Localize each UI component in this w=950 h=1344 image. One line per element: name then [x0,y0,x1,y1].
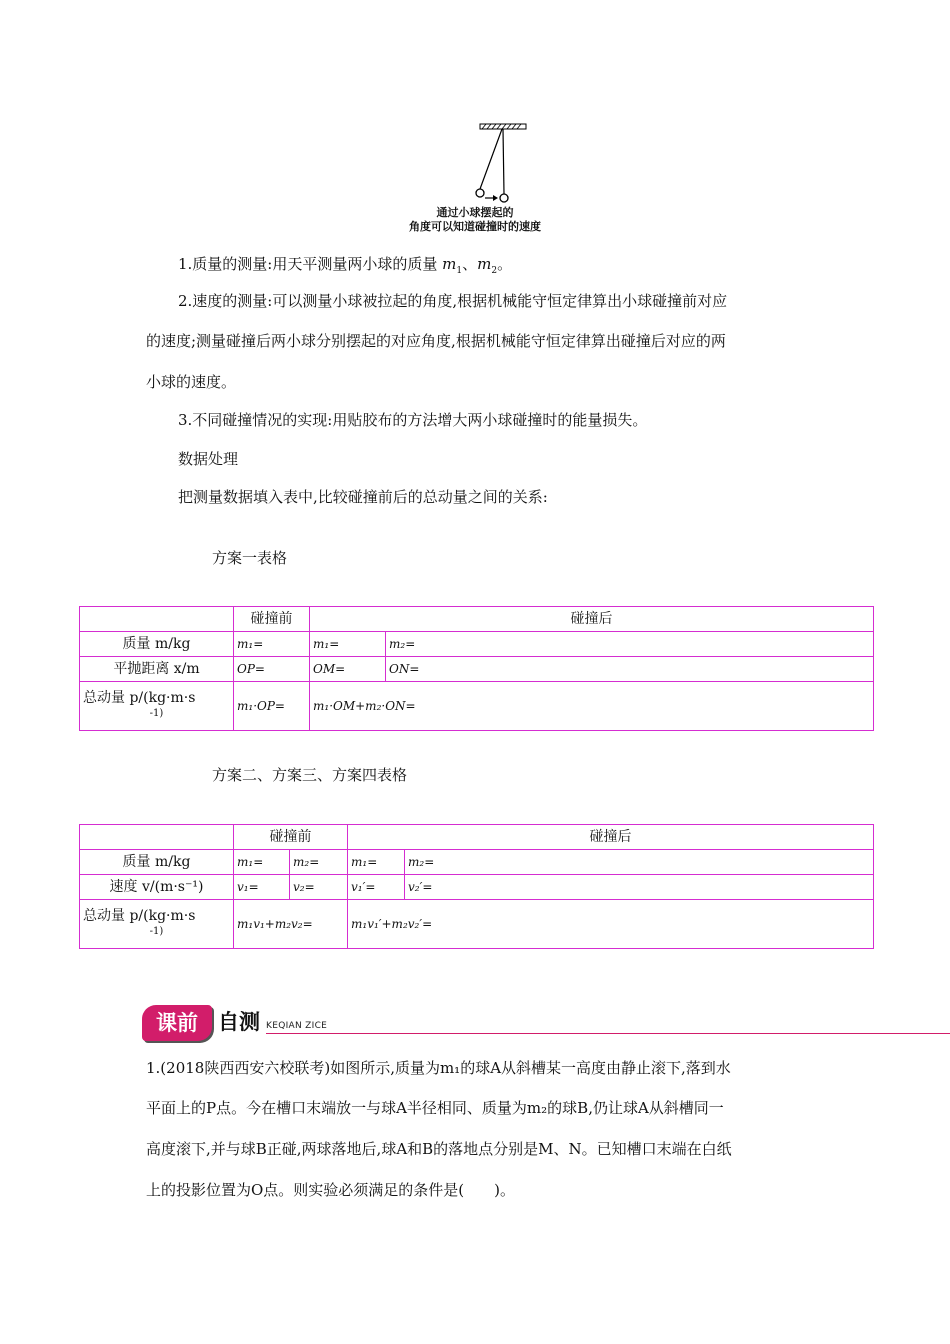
table-row [80,657,874,682]
table-cell [234,900,348,949]
section-banner [142,1005,950,1045]
banner-label-en: KEQIAN ZICE [266,1021,328,1031]
question-line1: 1.(2018陕西西安六校联考)如图所示,质量为m₁的球A从斜槽某一高度由静止滚下,落到水 [146,1059,731,1077]
table-cell [234,875,290,900]
pendulum-diagram [330,118,620,208]
table-row [80,682,874,731]
banner-label-box-text: 课前 [156,1011,198,1035]
table-scheme-2-3-4 [79,824,874,949]
cell-value: v₁′= [351,880,376,894]
cell-value: m₂= [389,637,416,651]
table-label-momentum [80,682,234,731]
table-row [80,825,874,850]
table-cell [310,682,874,731]
paragraph-velocity-line3: 小球的速度。 [146,373,237,391]
cell-value: v₁= [237,880,259,894]
table-cell [234,632,310,657]
p1-text: 1.质量的测量:用天平测量两小球的质量 [178,255,438,273]
table-label-momentum [80,900,234,949]
table-header-after: 碰撞后 [348,825,874,850]
paragraph-collision-cases: 3.不同碰撞情况的实现:用贴胶布的方法增大两小球碰撞时的能量损失。 [178,411,648,429]
label-part: -1) [149,708,164,719]
table-cell [405,850,874,875]
table-cell [234,657,310,682]
p1-m1: m [442,255,457,273]
table-scheme-1 [79,606,874,731]
table-label-distance: 平抛距离 x/m [80,657,234,682]
banner-divider [266,1033,950,1034]
banner-label-text: 自测 [218,1010,260,1034]
paragraph-velocity-line1: 2.速度的测量:可以测量小球被拉起的角度,根据机械能守恒定律算出小球碰撞前对应 [178,292,728,310]
cell-value: OP= [237,662,265,676]
question-line2: 平面上的P点。今在槽口末端放一与球A半径相同、质量为m₂的球B,仍让球A从斜槽同一 [146,1099,724,1117]
cell-value: m₁= [237,855,264,869]
cell-value: v₂′= [408,880,433,894]
table-cell [310,657,386,682]
p1-end: 。 [497,255,513,273]
cell-value: m₁v₁+m₂v₂= [237,917,313,931]
table-row [80,875,874,900]
p1-m2-sub: 2 [491,266,498,276]
figure-caption [330,206,620,234]
table-row [80,900,874,949]
table-label-mass: 质量 m/kg [80,850,234,875]
table-label-velocity: 速度 v/(m·s⁻¹) [80,875,234,900]
table-cell-empty [80,825,234,850]
cell-value: m₁= [351,855,378,869]
table-cell [290,850,348,875]
table-cell [290,875,348,900]
table-row [80,607,874,632]
figure-caption-line1: 通过小球摆起的 [436,206,514,219]
p1-sep: 、 [462,255,478,273]
table-label-mass: 质量 m/kg [80,632,234,657]
cell-value: m₂= [293,855,320,869]
banner-label-box [142,1005,212,1041]
cell-value: ON= [389,662,420,676]
p1-m2: m [477,255,492,273]
table-row [80,850,874,875]
table-cell-empty [80,607,234,632]
table-header-before: 碰撞前 [234,825,348,850]
table-cell [386,632,874,657]
cell-value: m₁·OP= [237,699,285,713]
question-line3: 高度滚下,并与球B正碰,两球落地后,球A和B的落地点分别是M、N。已知槽口末端在白纸 [146,1140,732,1158]
label-part: -1) [149,926,164,937]
cell-value: v₂= [293,880,315,894]
cell-value: m₁= [237,637,264,651]
paragraph-velocity-line2: 的速度;测量碰撞后两小球分别摆起的对应角度,根据机械能守恒定律算出碰撞后对应的两 [146,332,726,350]
table-cell [234,682,310,731]
paragraph-fill-table: 把测量数据填入表中,比较碰撞前后的总动量之间的关系: [178,488,548,506]
question-line4: 上的投影位置为O点。则实验必须满足的条件是( )。 [146,1181,516,1199]
cell-value: OM= [313,662,346,676]
pendulum-figure [330,118,620,238]
table-cell [405,875,874,900]
cell-value: m₁·OM+m₂·ON= [313,699,416,713]
table-cell [348,900,874,949]
cell-value: m₁= [313,637,340,651]
cell-value: m₂= [408,855,435,869]
table-cell [310,632,386,657]
table-header-before: 碰撞前 [234,607,310,632]
cell-value: m₁v₁′+m₂v₂′= [351,917,433,931]
table-header-after: 碰撞后 [310,607,874,632]
p1-m1-sub: 1 [456,266,463,276]
figure-caption-line2: 角度可以知道碰撞时的速度 [409,220,541,233]
table-row [80,632,874,657]
table-cell [348,850,405,875]
table-cell [348,875,405,900]
label-part: 总动量 p/(kg·m·s [83,908,196,924]
label-part: 总动量 p/(kg·m·s [83,690,196,706]
paragraph-mass-measurement [178,254,512,281]
table2-title: 方案二、方案三、方案四表格 [212,766,408,784]
table-cell [386,657,874,682]
table-cell [234,850,290,875]
table1-title: 方案一表格 [212,549,288,567]
paragraph-data-processing: 数据处理 [178,450,239,468]
